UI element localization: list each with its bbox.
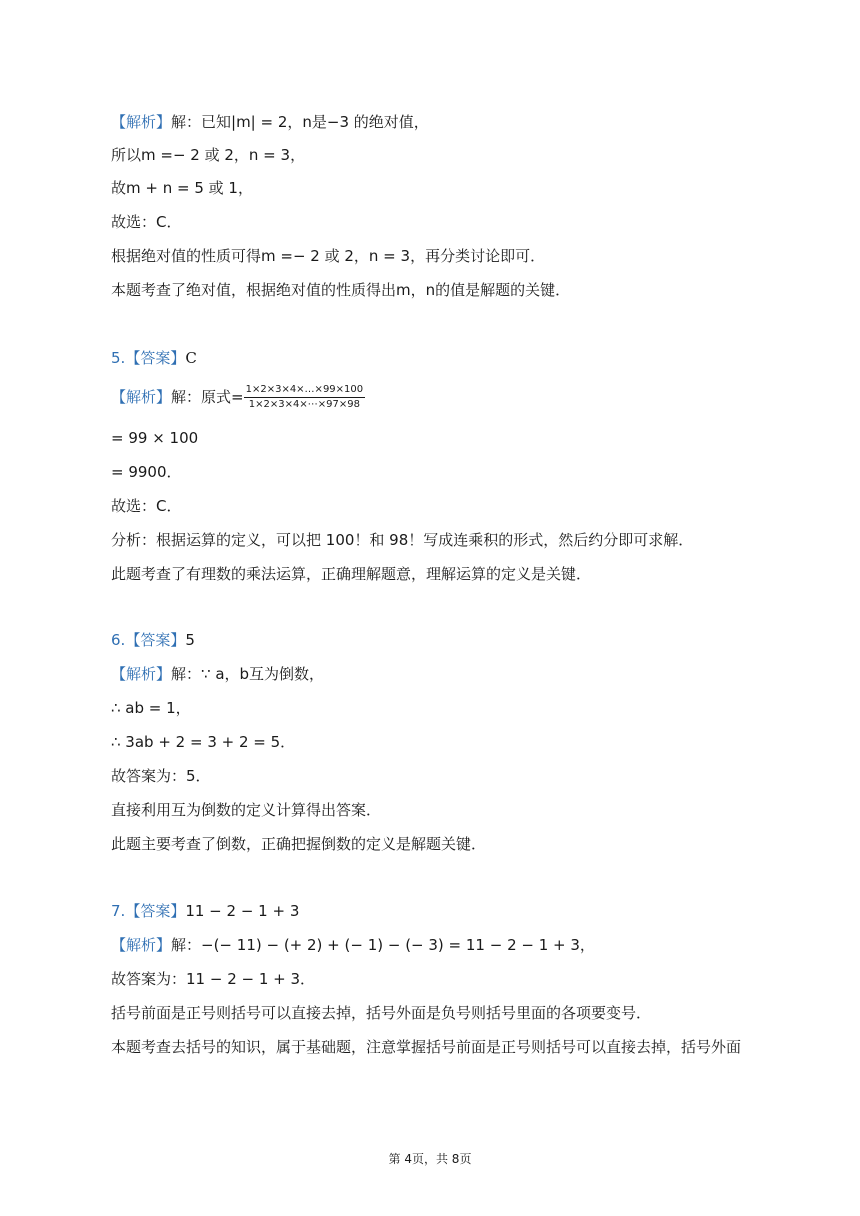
q5-line-4: 分析：根据运算的定义，可以把 100！和 98！写成连乘积的形式，然后约分即可求解．: [111, 531, 694, 549]
page-footer: 第 4页，共 8页: [388, 1152, 472, 1166]
fraction-numerator: 1×2×3×4×…×99×100: [244, 384, 366, 398]
q5-answer: C: [185, 349, 197, 367]
q5-line-5: 此题考查了有理数的乘法运算，正确理解题意，理解运算的定义是关键．: [111, 565, 592, 583]
q6-line-4: 直接利用互为倒数的定义计算得出答案．: [111, 801, 382, 819]
q5-line-1: = 99 × 100: [111, 429, 199, 447]
q6-analysis-line: [111, 664, 324, 684]
q7-analysis-text: 解：−(− 11) − (+ 2) + (− 1) − (− 3) = 11 − 2 − 1 + 3，: [171, 936, 595, 954]
q7-answer-line: [111, 901, 299, 921]
analysis-tag: 【解析】: [111, 936, 172, 954]
q6-analysis-text: 解：∵ a，b互为倒数，: [171, 665, 325, 683]
answer-tag: 【答案】: [125, 631, 186, 649]
q7-line-1: 故答案为：11 − 2 − 1 + 3．: [111, 970, 316, 988]
q4-line-4: 故选：C．: [111, 213, 182, 231]
fraction-denominator: 1×2×3×4×⋯×97×98: [248, 399, 360, 410]
q7-line-3: 本题考查去括号的知识，属于基础题，注意掌握括号前面是正号则括号可以直接去掉，括号外面: [111, 1038, 742, 1056]
answer-tag: 【答案】: [125, 902, 186, 920]
q4-line-6: 本题考查了绝对值，根据绝对值的性质得出m，n的值是解题的关键．: [111, 281, 571, 299]
q6-line-1: ∴ ab = 1，: [111, 699, 191, 717]
analysis-tag: 【解析】: [111, 388, 172, 406]
q5-analysis-line: [111, 384, 365, 411]
analysis-tag: 【解析】: [111, 113, 172, 131]
analysis-text: 解：已知|m| = 2，n是−3 的绝对值，: [171, 113, 429, 131]
q7-answer: 11 − 2 − 1 + 3: [185, 902, 300, 920]
answer-tag: 【答案】: [125, 349, 186, 367]
q4-line-3: 故m + n = 5 或 1，: [111, 179, 253, 197]
q5-analysis-prefix: 解：原式=: [171, 388, 244, 406]
q7-number: 7.: [111, 902, 126, 920]
q6-answer: 5: [185, 631, 195, 649]
q5-line-2: = 9900．: [111, 463, 182, 481]
q6-line-3: 故答案为：5．: [111, 767, 211, 785]
q6-number: 6.: [111, 631, 126, 649]
q5-line-3: 故选：C．: [111, 497, 182, 515]
q6-answer-line: [111, 630, 195, 650]
q6-line-5: 此题主要考查了倒数，正确把握倒数的定义是解题关键．: [111, 835, 487, 853]
q7-line-2: 括号前面是正号则括号可以直接去掉，括号外面是负号则括号里面的各项要变号．: [111, 1004, 652, 1022]
analysis-tag: 【解析】: [111, 665, 172, 683]
q6-line-2: ∴ 3ab + 2 = 3 + 2 = 5．: [111, 733, 296, 751]
q7-analysis-line: [111, 935, 595, 955]
q5-answer-line: [111, 348, 197, 368]
q4-line-5: 根据绝对值的性质可得m =− 2 或 2，n = 3，再分类讨论即可．: [111, 247, 546, 265]
q4-analysis-line-1: [111, 112, 429, 132]
q5-number: 5.: [111, 349, 126, 367]
q5-fraction: [244, 384, 366, 411]
q4-line-2: 所以m =− 2 或 2，n = 3，: [111, 146, 306, 164]
